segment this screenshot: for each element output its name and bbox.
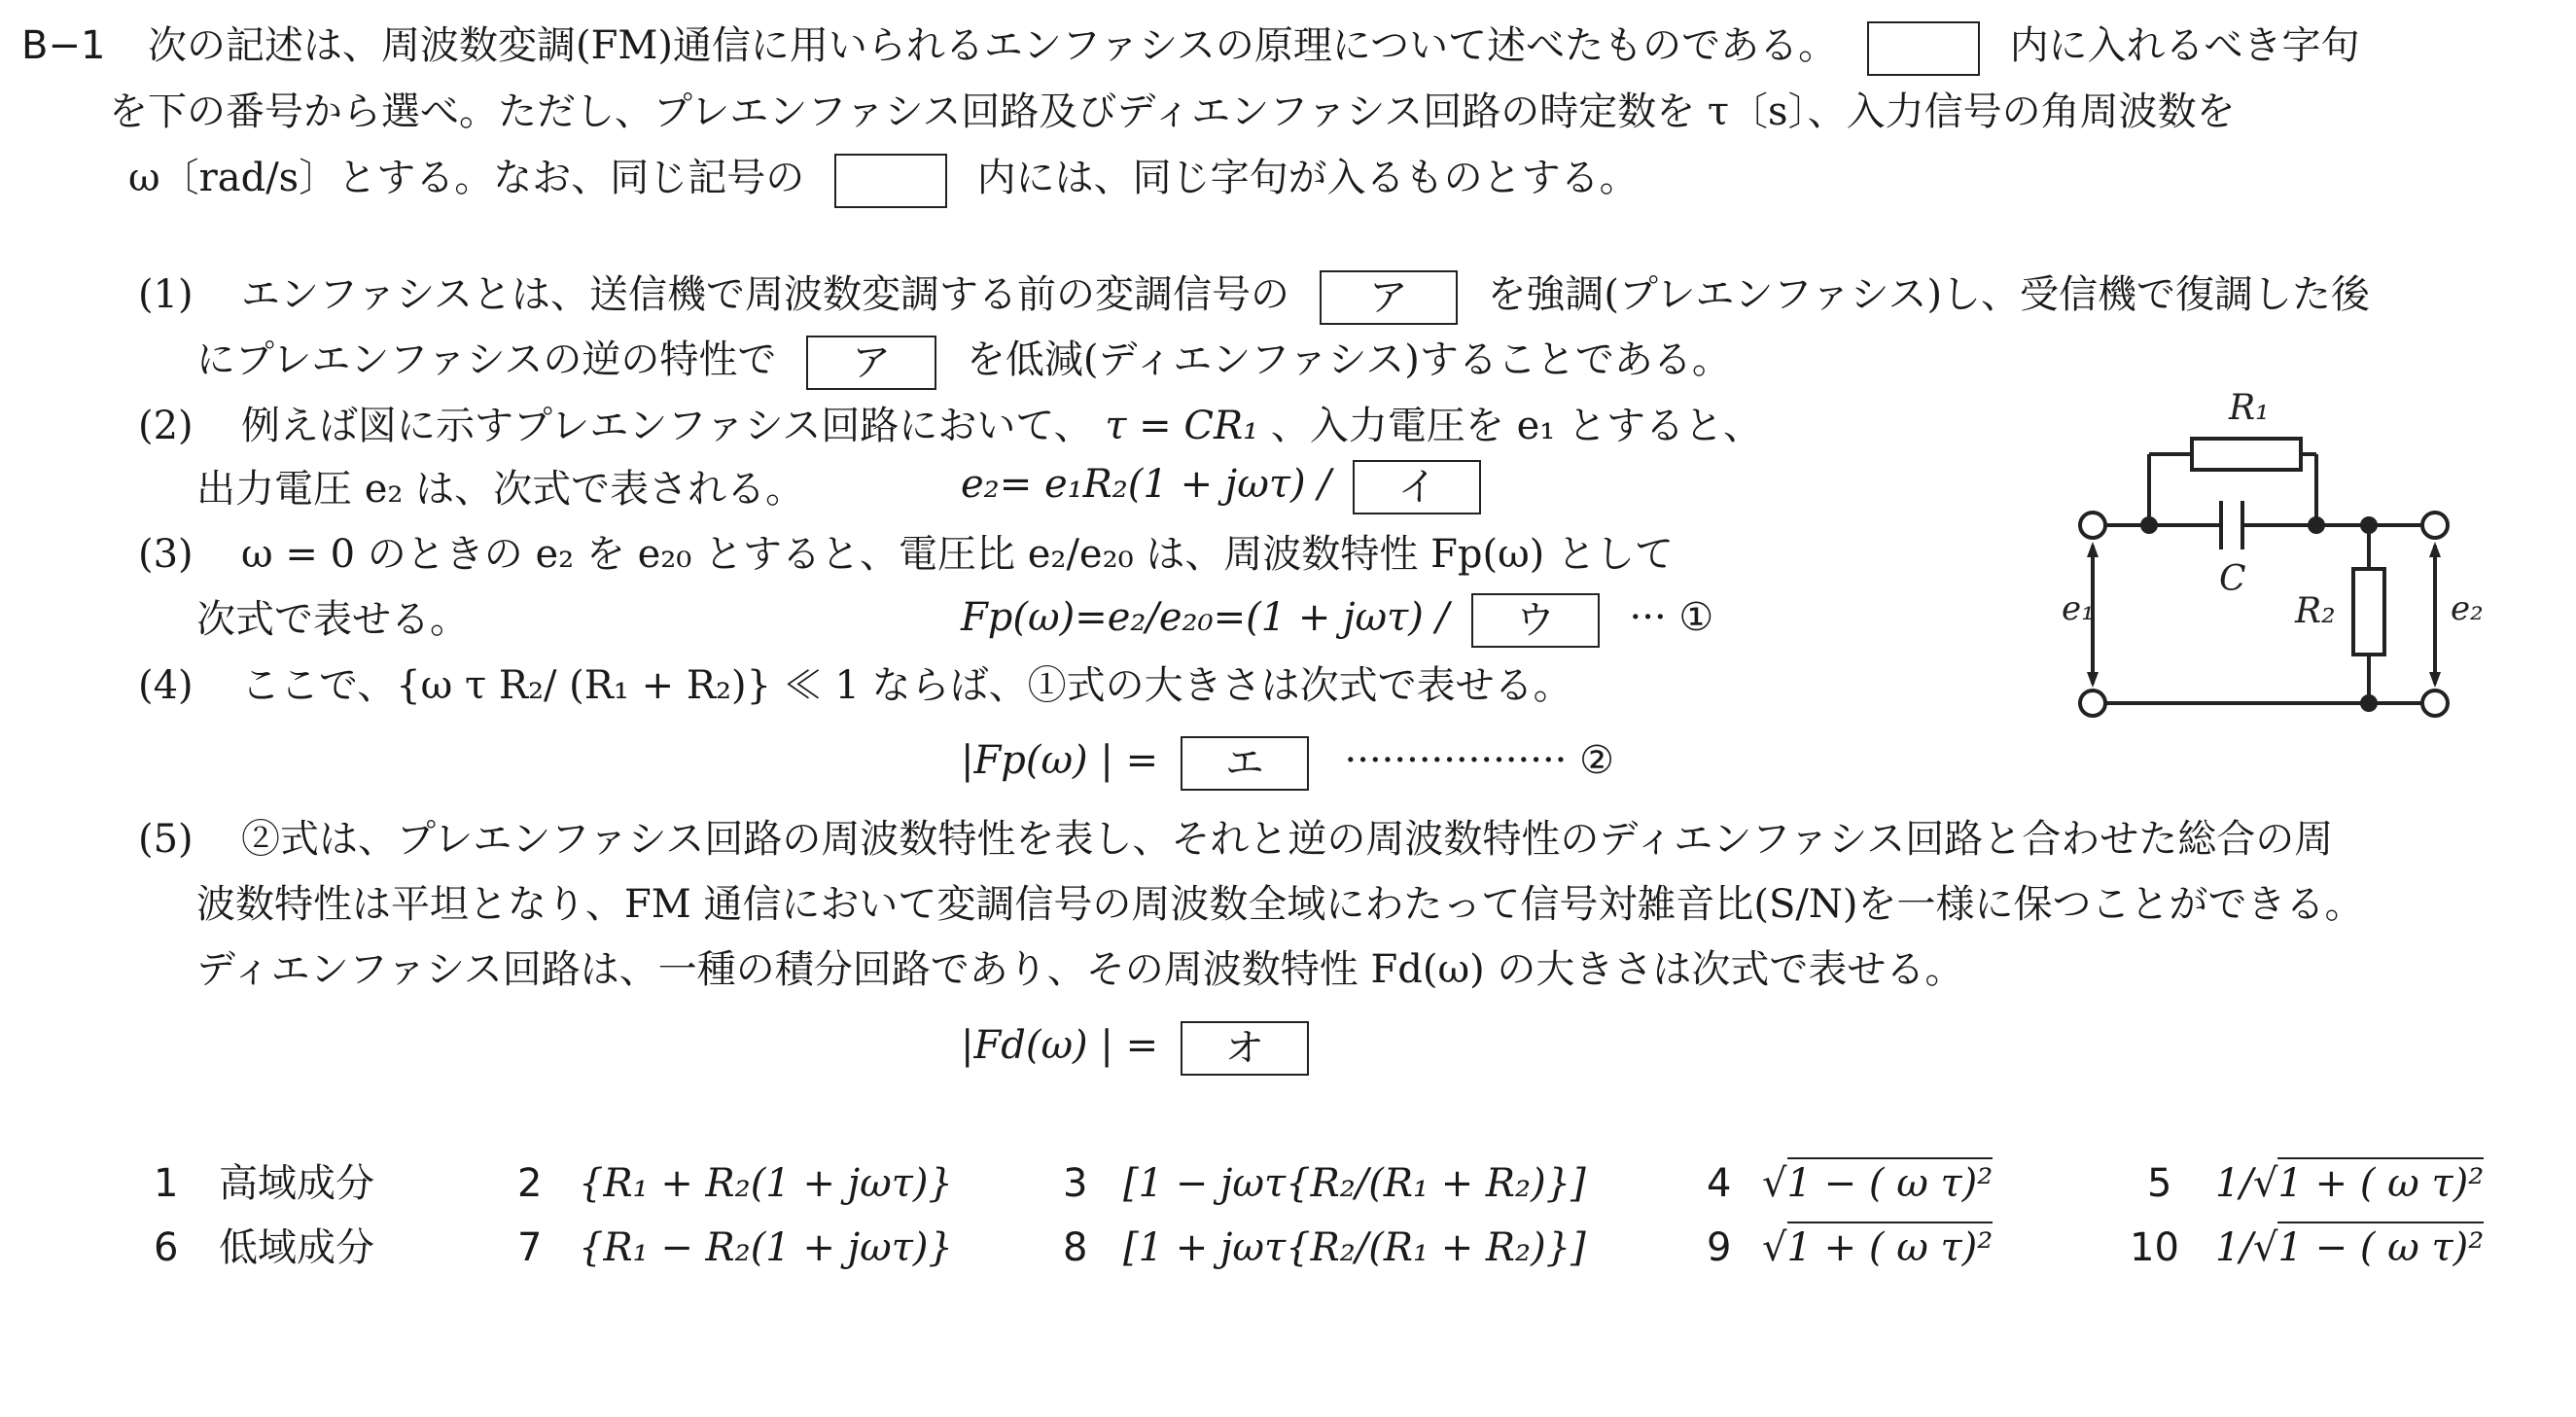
item-2-tau-equation: τ = CR₁ bbox=[1105, 404, 1259, 448]
item-4-eq-ref: ·················· ② bbox=[1344, 738, 1614, 783]
option-2-number: 2 bbox=[517, 1161, 543, 1206]
question-line-3 bbox=[128, 154, 1639, 208]
option-6-number: 6 bbox=[154, 1225, 179, 1270]
option-5-radicand: 1 + ( ω τ)² bbox=[2277, 1157, 2484, 1206]
item-4-equation bbox=[961, 736, 1614, 791]
item-1-text-b: を強調(プレエンファシス)し、受信機で復調した後 bbox=[1487, 272, 2371, 317]
question-line-2: を下の番号から選べ。ただし、プレエンファシス回路及びディエンファシス回路の時定数を τ〔s〕、入力信号の角周波数を bbox=[109, 89, 2236, 134]
item-2-equation bbox=[961, 460, 1481, 514]
item-2-text-b: 、入力電圧を e₁ とすると、 bbox=[1270, 404, 1763, 448]
option-4-number: 4 bbox=[1707, 1161, 1732, 1206]
item-4-number: (4) bbox=[138, 663, 194, 708]
option-7-number: 7 bbox=[517, 1225, 543, 1270]
option-4-text: √1 − ( ω τ)² bbox=[1762, 1159, 1993, 1208]
item-1-number: (1) bbox=[138, 272, 194, 317]
option-10-radicand: 1 − ( ω τ)² bbox=[2277, 1222, 2484, 1270]
label-e1: e₁ bbox=[2062, 589, 2095, 628]
blank-e: エ bbox=[1181, 736, 1309, 791]
label-e2: e₂ bbox=[2451, 589, 2484, 628]
item-5-line-2: 波数特性は平坦となり、FM 通信において変調信号の周波数全域にわたって信号対雑音比(S/N)を一様に保つことができる。 bbox=[196, 882, 2364, 927]
option-3-text: [1 − jωτ{R₂/(R₁ + R₂)}] bbox=[1123, 1161, 1586, 1206]
pre-emphasis-circuit bbox=[2062, 374, 2489, 734]
item-1-line-1 bbox=[241, 270, 2370, 325]
option-6-text: 低域成分 bbox=[219, 1225, 374, 1270]
option-10-number: 10 bbox=[2130, 1225, 2179, 1270]
question-line-3-b: 内には、同じ字句が入るものとする。 bbox=[976, 156, 1639, 200]
item-5-equation-text: |Fd(ω) | = bbox=[961, 1023, 1159, 1068]
question-line-1-text: 次の記述は、周波数変調(FM)通信に用いられるエンファシスの原理について述べたものである。 bbox=[148, 23, 1838, 68]
option-4-radicand: 1 − ( ω τ)² bbox=[1787, 1157, 1994, 1206]
item-4-equation-text: |Fp(ω) | = bbox=[961, 738, 1159, 783]
option-5-number: 5 bbox=[2147, 1161, 2172, 1206]
option-9-radicand: 1 + ( ω τ)² bbox=[1787, 1222, 1994, 1270]
item-4-line-1: ここで、{ω τ R₂/ (R₁ + R₂)} ≪ 1 ならば、①式の大きさは次式で表せる。 bbox=[241, 663, 1572, 708]
blank-o: オ bbox=[1181, 1021, 1309, 1076]
item-1-text-c: にプレエンファシスの逆の特性で bbox=[196, 337, 777, 382]
option-3-number: 3 bbox=[1063, 1161, 1088, 1206]
item-5-number: (5) bbox=[138, 817, 194, 862]
option-9-text: √1 + ( ω τ)² bbox=[1762, 1223, 1993, 1272]
item-2-text-a: 例えば図に示すプレエンファシス回路において、 bbox=[241, 404, 1093, 448]
item-3-number: (3) bbox=[138, 532, 194, 577]
item-1-line-2 bbox=[196, 336, 1731, 390]
option-5-text: 1/√1 + ( ω τ)² bbox=[2215, 1159, 2484, 1208]
question-line-1 bbox=[148, 21, 2360, 76]
item-5-line-3: ディエンファシス回路は、一種の積分回路であり、その周波数特性 Fd(ω) の大きさは次式で表せる。 bbox=[196, 947, 1964, 992]
item-1-text-d: を低減(ディエンファシス)することである。 bbox=[966, 337, 1731, 382]
item-2-number: (2) bbox=[138, 404, 194, 448]
label-r2: R₂ bbox=[2295, 591, 2336, 631]
label-r1: R₁ bbox=[2229, 388, 2270, 428]
option-10-prefix: 1/ bbox=[2215, 1225, 2253, 1270]
item-2-line-1 bbox=[241, 402, 1762, 450]
option-7-text: {R₁ − R₂(1 + jωτ)} bbox=[579, 1225, 953, 1270]
question-line-1-tail: 内に入れるべき字句 bbox=[2009, 23, 2360, 68]
item-3-equation-text: Fp(ω)=e₂/e₂₀=(1 + jωτ) / bbox=[961, 595, 1450, 640]
option-2-text: {R₁ + R₂(1 + jωτ)} bbox=[579, 1161, 953, 1206]
blank-u: ウ bbox=[1471, 593, 1600, 648]
blank-a: ア bbox=[1320, 270, 1458, 325]
blank-a-2: ア bbox=[806, 336, 936, 390]
option-10-text: 1/√1 − ( ω τ)² bbox=[2215, 1223, 2484, 1272]
item-3-equation bbox=[961, 593, 1713, 648]
item-3-line-1: ω = 0 のときの e₂ を e₂₀ とすると、電圧比 e₂/e₂₀ は、周波数特性 Fp(ω) として bbox=[241, 532, 1675, 577]
option-1-text: 高域成分 bbox=[219, 1161, 374, 1206]
item-1-text-a: エンファシスとは、送信機で周波数変調する前の変調信号の bbox=[241, 272, 1289, 317]
item-3-eq-ref: ··· ① bbox=[1629, 595, 1714, 640]
blank-marker bbox=[1867, 21, 1980, 76]
question-line-3-a: ω〔rad/s〕とする。なお、同じ記号の bbox=[128, 156, 805, 200]
item-2-line-2: 出力電圧 e₂ は、次式で表される。 bbox=[196, 467, 805, 512]
option-8-text: [1 + jωτ{R₂/(R₁ + R₂)}] bbox=[1123, 1225, 1586, 1270]
item-5-equation bbox=[961, 1021, 1309, 1076]
item-5-line-1: ②式は、プレエンファシス回路の周波数特性を表し、それと逆の周波数特性のディエンファシス回路と合わせた総合の周 bbox=[241, 817, 2334, 862]
option-9-number: 9 bbox=[1707, 1225, 1732, 1270]
option-5-prefix: 1/ bbox=[2215, 1161, 2253, 1206]
blank-i: イ bbox=[1353, 460, 1481, 514]
blank-marker-2 bbox=[834, 154, 947, 208]
question-number: B−1 bbox=[21, 23, 106, 68]
option-8-number: 8 bbox=[1063, 1225, 1088, 1270]
item-3-line-2: 次式で表せる。 bbox=[196, 597, 469, 642]
option-1-number: 1 bbox=[154, 1161, 179, 1206]
label-c: C bbox=[2219, 559, 2246, 599]
item-2-equation-text: e₂= e₁R₂(1 + jωτ) / bbox=[961, 462, 1331, 507]
